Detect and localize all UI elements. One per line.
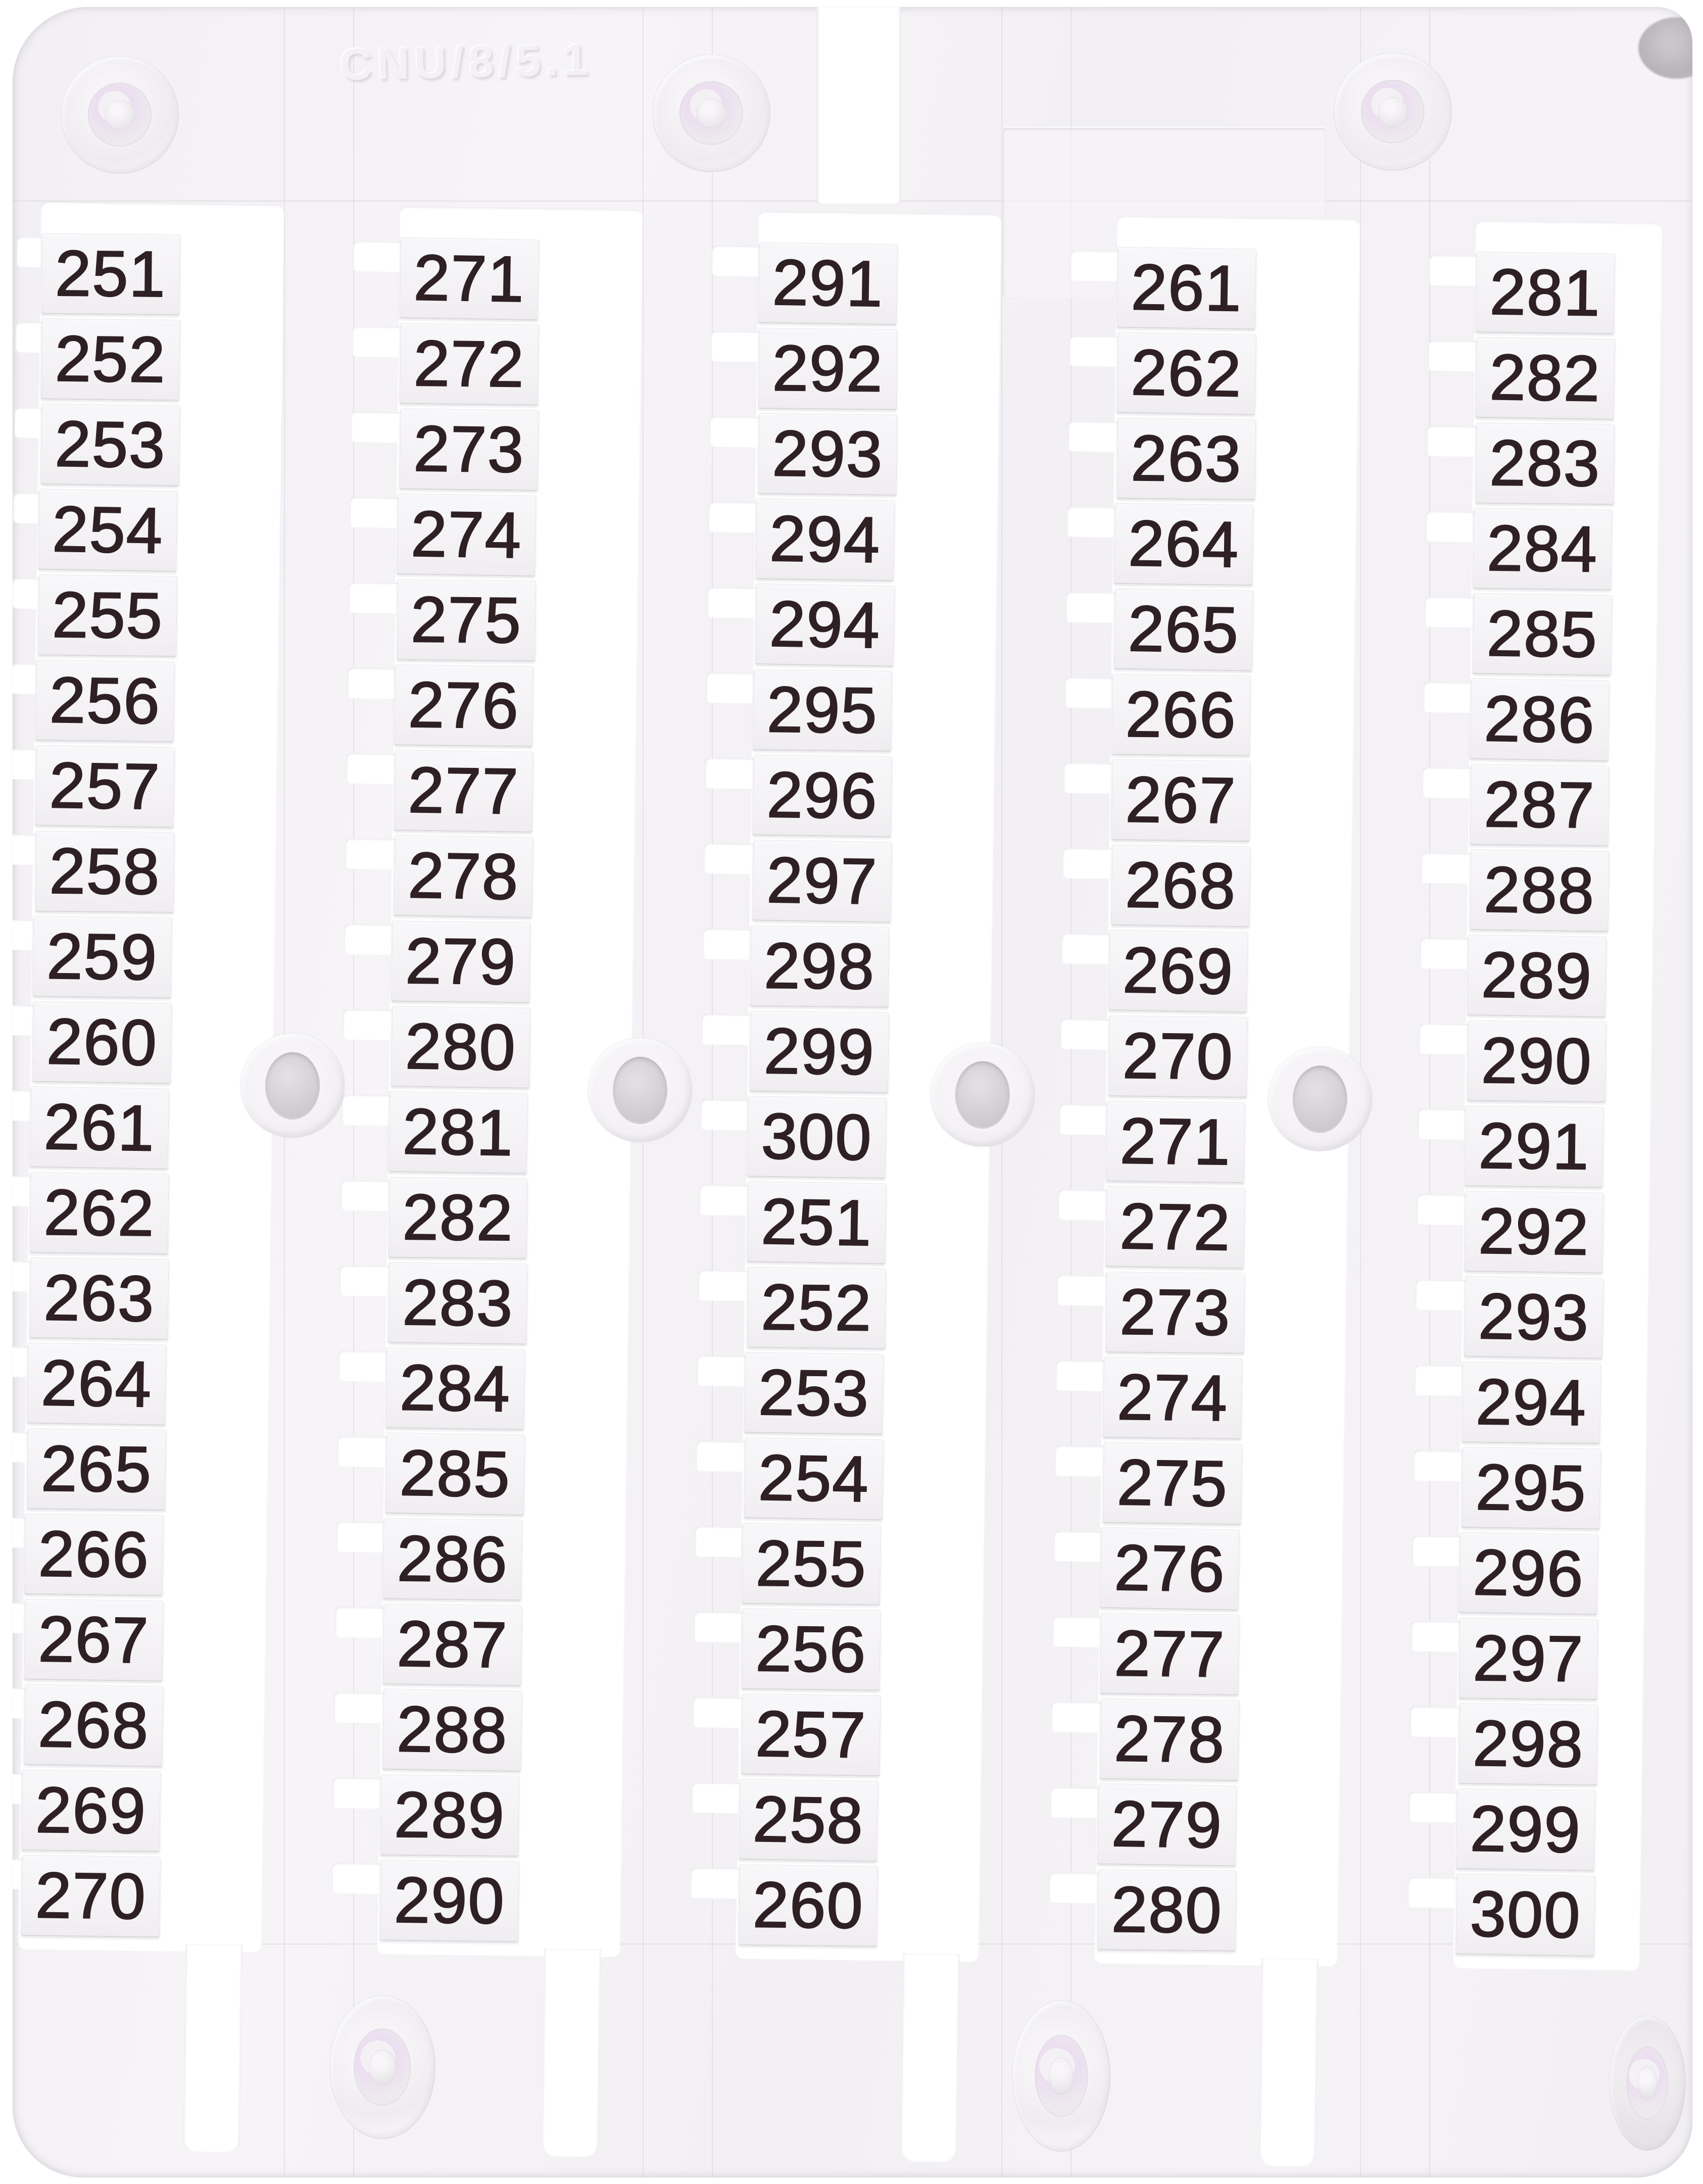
comb-notch [1421,853,1472,884]
marker-tab: 278 [394,835,533,918]
comb-notch [1429,255,1480,286]
marker-tab: 268 [24,1684,164,1767]
marker-tab: 289 [380,1775,519,1857]
comb-notch [1060,1018,1111,1049]
comb-notch [349,497,400,528]
comb-notch [697,1355,748,1386]
marker-tab: 280 [1097,1869,1236,1952]
comb-notch [1058,1189,1109,1220]
comb-notch [1063,763,1114,794]
marker-tab: 286 [383,1518,522,1600]
marker-tab: 287 [382,1604,522,1686]
comb-notch [701,1014,752,1045]
marker-tab: 299 [750,1011,889,1093]
marker-tab: 270 [1108,1015,1248,1098]
marker-tab: 294 [1462,1362,1601,1444]
marker-tab: 263 [1117,418,1256,500]
marker-tab: 258 [35,831,174,913]
marker-tab: 252 [41,318,180,401]
comb-notch [13,1688,26,1719]
comb-notch [335,1607,386,1638]
comb-notch [333,1692,384,1723]
comb-notch [346,753,397,784]
marker-tab: 287 [1470,764,1610,846]
comb-notch [340,1180,392,1211]
comb-notch [1066,507,1117,538]
comb-notch [13,1005,35,1036]
marker-tab: 254 [744,1437,884,1520]
comb-notch [13,578,40,609]
marker-tab: 277 [394,750,533,833]
marker-tab: 274 [1103,1357,1242,1439]
marker-tab: 267 [24,1599,163,1682]
comb-notch [1419,1024,1470,1054]
embossed-part-number: CNU/8/5.1 [339,34,594,90]
comb-notch [1051,1702,1102,1732]
marker-tab: 274 [397,494,536,576]
marker-tab: 293 [1464,1276,1604,1360]
marker-tab: 267 [1111,759,1251,842]
marker-tab: 266 [24,1514,164,1596]
comb-notch [1415,1280,1466,1311]
comb-notch [1417,1194,1468,1225]
comb-notch [13,1261,31,1292]
marker-tab: 296 [753,755,892,838]
comb-notch [337,1436,388,1467]
comb-notch [1428,341,1479,371]
comb-notch [1069,336,1120,367]
comb-notch [331,1863,382,1894]
comb-notch [1068,421,1119,452]
marker-tab: 293 [758,413,897,496]
marker-tab: 272 [1105,1186,1245,1269]
marker-card [13,7,1692,2177]
comb-notch [16,236,45,267]
marker-tab: 262 [1116,332,1256,415]
comb-notch [1408,1792,1459,1823]
comb-notch [336,1522,387,1552]
marker-tab: 299 [1456,1788,1595,1871]
comb-notch [1422,767,1473,798]
marker-tab: 255 [38,574,177,657]
marker-tab: 292 [758,328,897,410]
marker-tab: 264 [27,1342,166,1425]
comb-notch [1411,1621,1462,1652]
comb-notch [694,1612,745,1642]
marker-tab: 265 [27,1428,166,1511]
marker-tab: 289 [1467,935,1607,1017]
comb-notch [707,587,758,618]
separation-slot [183,1944,242,2153]
comb-notch [352,326,403,357]
comb-notch [1055,1360,1106,1391]
comb-notch [345,839,396,869]
comb-notch [351,412,402,443]
marker-tab: 266 [1111,674,1250,756]
marker-tab: 288 [1470,849,1609,932]
comb-notch [704,843,755,874]
marker-tab: 271 [400,237,540,321]
marker-tab: 297 [752,840,892,923]
marker-tab: 277 [1100,1613,1240,1695]
marker-tab: 300 [1455,1873,1595,1957]
marker-tab: 268 [1111,845,1250,928]
comb-notch [13,749,38,780]
marker-tab: 281 [388,1091,528,1174]
comb-notch [1424,597,1475,627]
marker-tab: 283 [388,1262,527,1344]
comb-notch [13,493,42,523]
comb-notch [1052,1616,1103,1647]
comb-notch [13,834,37,865]
marker-tab: 288 [382,1689,522,1772]
marker-tab: 283 [1476,423,1615,505]
comb-notch [338,1351,389,1382]
marker-tab: 256 [742,1609,881,1691]
marker-tab: 275 [397,579,536,662]
marker-tab: 296 [1458,1532,1598,1615]
punched-tab-layer [13,7,1692,2177]
comb-notch [15,322,44,353]
marker-tab: 276 [394,664,533,747]
comb-notch [1049,1872,1100,1903]
marker-tab: 269 [1108,930,1248,1013]
marker-tab: 253 [744,1352,884,1435]
marker-tab: 292 [1464,1191,1603,1274]
comb-notch [705,758,756,789]
marker-tab: 257 [35,745,174,828]
marker-tab: 260 [739,1865,878,1947]
comb-notch [711,246,762,276]
marker-tab: 263 [29,1257,169,1340]
marker-tab: 298 [1458,1703,1598,1785]
marker-tab: 265 [1114,589,1253,671]
comb-notch [13,919,36,950]
marker-tab: 284 [385,1347,525,1430]
comb-notch [1418,1109,1469,1140]
marker-tab: 282 [388,1177,527,1259]
marker-tab: 275 [1103,1442,1242,1525]
marker-tab: 279 [1097,1783,1237,1866]
comb-notch [1414,1365,1465,1396]
marker-tab: 251 [747,1181,887,1265]
marker-tab: 285 [385,1433,525,1516]
comb-notch [1056,1275,1107,1305]
comb-notch [1413,1450,1464,1481]
marker-tab: 291 [758,242,898,325]
comb-notch [339,1266,391,1296]
marker-tab: 273 [399,408,539,491]
comb-notch [14,407,43,438]
marker-tab: 285 [1473,593,1612,676]
marker-tab: 254 [38,489,178,572]
comb-notch [710,331,761,362]
comb-notch [702,929,753,959]
comb-notch [1065,592,1116,623]
marker-tab: 271 [1106,1101,1245,1184]
marker-tab: 276 [1100,1527,1240,1611]
comb-notch [698,1270,749,1301]
comb-notch [699,1185,750,1216]
comb-notch [1059,1104,1110,1135]
marker-tab: 297 [1459,1618,1598,1700]
marker-tab: 281 [1476,252,1615,334]
marker-tab: 272 [400,323,539,406]
marker-tab: 280 [391,1006,530,1089]
comb-notch [691,1782,742,1813]
marker-tab: 264 [1114,503,1253,586]
marker-tab: 294 [755,498,895,581]
comb-notch [1423,682,1474,713]
comb-notch [1425,511,1476,542]
marker-tab: 261 [30,1086,170,1170]
marker-tab: 258 [739,1779,879,1862]
marker-tab: 252 [747,1267,886,1349]
comb-notch [13,663,39,694]
comb-notch [13,1432,29,1463]
marker-tab: 284 [1473,508,1612,590]
comb-notch [1061,934,1112,964]
comb-notch [708,502,759,532]
comb-notch [332,1778,383,1809]
marker-tab: 279 [391,920,530,1003]
comb-notch [1409,1707,1461,1737]
separation-slot [542,1949,601,2157]
comb-notch [347,668,398,699]
marker-tab: 295 [1462,1447,1601,1530]
top-notch-cutout [817,7,901,205]
marker-tab: 255 [742,1523,881,1606]
comb-notch [1426,426,1477,457]
marker-tab: 300 [747,1096,887,1179]
comb-notch [13,1176,33,1206]
marker-tab: 278 [1100,1698,1239,1781]
comb-notch [344,924,395,955]
marker-tab: 270 [21,1855,161,1938]
comb-notch [709,416,760,447]
marker-tab: 253 [40,404,180,487]
comb-notch [1054,1445,1105,1476]
marker-tab: 290 [380,1860,519,1942]
comb-notch [706,672,757,703]
marker-tab: 257 [741,1693,881,1776]
marker-tab: 260 [32,1001,172,1084]
comb-notch [343,1009,394,1040]
marker-tab: 295 [753,669,892,752]
comb-notch [353,241,404,272]
comb-notch [695,1526,746,1557]
comb-notch [690,1868,741,1899]
comb-notch [1053,1531,1104,1562]
comb-notch [700,1099,751,1130]
marker-tab: 251 [41,233,180,315]
comb-notch [348,583,399,613]
comb-notch [692,1697,743,1728]
comb-notch [1064,677,1115,708]
comb-notch [342,1095,393,1126]
separation-slot [1259,1958,1318,2167]
marker-tab: 269 [21,1770,161,1852]
marker-tab: 294 [755,584,895,667]
comb-notch [696,1441,747,1472]
comb-notch [1050,1787,1101,1818]
marker-tab: 256 [35,660,175,743]
comb-notch [1412,1536,1463,1567]
marker-tab: 286 [1470,678,1610,762]
marker-tab: 261 [1117,247,1256,330]
marker-tab: 291 [1465,1105,1604,1188]
marker-tab: 259 [32,916,172,998]
marker-tab: 290 [1467,1021,1606,1103]
comb-notch [1420,938,1471,969]
comb-notch [1062,848,1113,879]
comb-notch [1407,1877,1458,1908]
marker-tab: 298 [750,926,889,1008]
comb-notch [1070,251,1121,281]
marker-tab: 273 [1106,1272,1245,1354]
separation-slot [900,1954,959,2162]
marker-tab: 262 [30,1172,169,1254]
marker-tab: 282 [1475,337,1615,420]
